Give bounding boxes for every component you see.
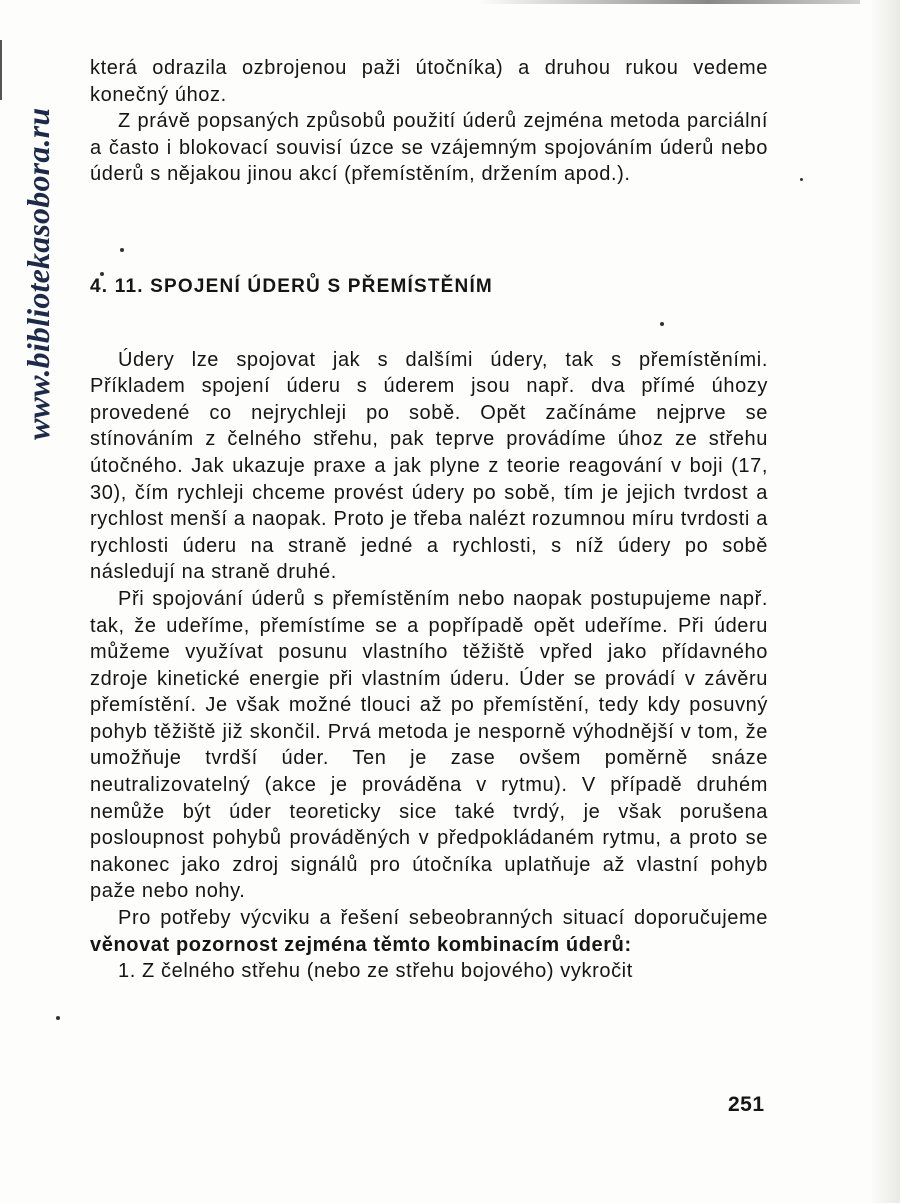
page-edge-shadow: [872, 0, 900, 1203]
list-item: 1. Z čelného střehu (nebo ze střehu bojového) vykročit: [118, 960, 633, 983]
paragraph-text: Pro potřeby výcviku a řešení sebeobranných situací doporučujeme: [118, 907, 768, 930]
spacer: [90, 301, 768, 347]
paragraph: [90, 905, 768, 958]
watermark: www.bibliotekasobora.ru: [20, 107, 56, 440]
paragraph: která odrazila ozbrojenou paži útočníka) a druhou rukou vedeme konečný úhoz.: [90, 57, 768, 106]
section-heading: 4. 11. SPOJENÍ ÚDERŮ S PŘEMÍSTĚNÍM: [90, 275, 493, 297]
paragraph: Při spojování úderů s přemístěním nebo naopak postupujeme např. tak, že udeříme, přemístíme se a popřípadě opět udeříme. Při úderu můžeme využívat posunu vlastního těžiště vpřed jako přídavného zdroje kinetické energie při vlastním úderu. Úder se provádí v závěru přemístění. Je však možné tlouci až po přemístění, tedy kdy posuvný pohyb těžiště již skončil. Prvá metoda je nesporně výhodnější v tom, že umožňuje tvrdší úder. Ten je zase ovšem poměrně snáze neutralizovatelný (akce je prováděna v rytmu). V případě druhém nemůže být úder teoreticky sice také tvrdý, je však porušena posloupnost pohybů prováděných v předpokládaném rytmu, a proto se nakonec jako zdroj signálů pro útočníka uplatňuje až vlastní pohyb paže nebo nohy.: [90, 587, 768, 903]
page-number: 251: [728, 1093, 765, 1116]
scan-smudge: [480, 0, 860, 4]
page-text: [90, 55, 768, 985]
paragraph-bold-text: věnovat pozornost zejména těmto kombinacím úderů:: [90, 933, 632, 956]
paragraph: Údery lze spojovat jak s dalšími údery, tak s přemístěními. Příkladem spojení úderu s úderem jsou např. dva přímé úhozy provedené co nejrychleji po sobě. Opět začínáme nejprve se stínováním z čelného střehu, pak teprve provádíme úhoz ze střehu útočného. Jak ukazuje praxe a jak plyne z teorie reagování v boji (17, 30), čím rychleji chceme provést údery po sobě, tím je jejich tvrdost a rychlost menší a naopak. Proto je třeba nalézt rozumnou míru tvrdosti a rychlosti úderu na straně jedné a rychlosti, s níž údery po sobě následují na straně druhé.: [90, 348, 768, 584]
spacer: [90, 188, 768, 274]
paragraph: Z právě popsaných způsobů použití úderů zejména metoda parciální a často i blokovací souvisí úzce se vzájemným spojováním úderů nebo úderů s nějakou jinou akcí (přemístěním, držením apod.).: [90, 110, 768, 186]
scan-speck: [800, 178, 803, 181]
margin-mark: [0, 40, 10, 100]
scan-speck: [56, 1016, 60, 1020]
